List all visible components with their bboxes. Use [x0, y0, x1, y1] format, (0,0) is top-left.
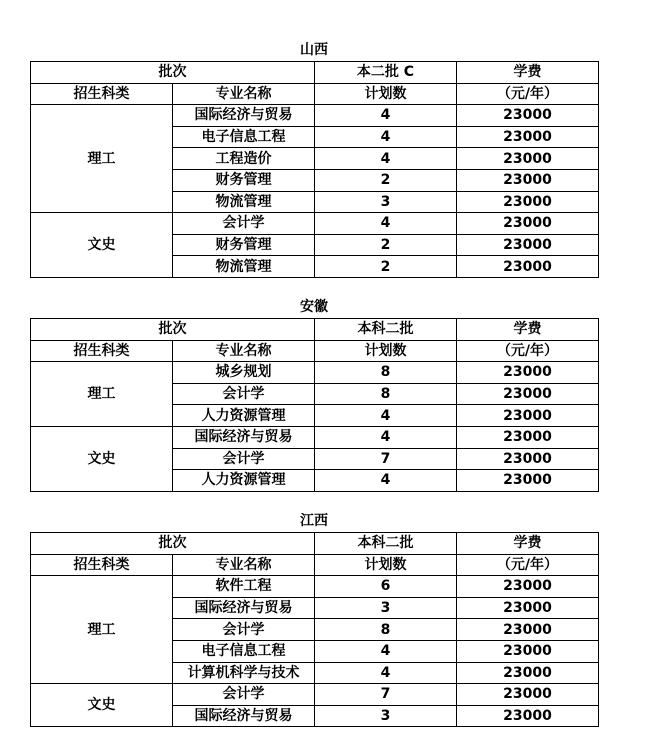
- fee-cell: 23000: [457, 448, 599, 470]
- header-fee-label: 学费: [457, 533, 599, 555]
- major-cell: 国际经济与贸易: [173, 597, 315, 619]
- enrollment-table-anhui: [30, 318, 599, 492]
- enrollment-table-jiangxi: [30, 532, 599, 727]
- fee-cell: 23000: [457, 383, 599, 405]
- fee-cell: 23000: [457, 126, 599, 148]
- subheader-major: 专业名称: [173, 554, 315, 576]
- header-batch-label: 批次: [31, 62, 315, 84]
- fee-cell: 23000: [457, 105, 599, 127]
- fee-cell: 23000: [457, 576, 599, 598]
- fee-cell: 23000: [457, 426, 599, 448]
- subheader-fee-unit: （元/年）: [457, 340, 599, 362]
- plan-count-cell: 3: [315, 597, 457, 619]
- plan-count-cell: 8: [315, 619, 457, 641]
- fee-cell: 23000: [457, 213, 599, 235]
- subheader-category: 招生科类: [31, 340, 173, 362]
- subheader-category: 招生科类: [31, 83, 173, 105]
- header-fee-label: 学费: [457, 62, 599, 84]
- plan-count-cell: 4: [315, 213, 457, 235]
- major-cell: 财务管理: [173, 169, 315, 191]
- plan-count-cell: 4: [315, 105, 457, 127]
- fee-cell: 23000: [457, 169, 599, 191]
- header-row: [31, 62, 599, 84]
- plan-count-cell: 2: [315, 256, 457, 278]
- section-title-anhui: 安徽: [300, 299, 328, 315]
- fee-cell: 23000: [457, 256, 599, 278]
- fee-cell: 23000: [457, 191, 599, 213]
- category-cell: 理工: [31, 362, 173, 427]
- table-row: [31, 684, 599, 706]
- major-cell: 工程造价: [173, 148, 315, 170]
- fee-cell: 23000: [457, 405, 599, 427]
- plan-count-cell: 7: [315, 448, 457, 470]
- subheader-plan-count: 计划数: [315, 340, 457, 362]
- plan-count-cell: 3: [315, 191, 457, 213]
- category-cell: 理工: [31, 576, 173, 684]
- major-cell: 国际经济与贸易: [173, 105, 315, 127]
- header-batch-value: 本科二批: [315, 319, 457, 341]
- subheader-major: 专业名称: [173, 83, 315, 105]
- table-row: [31, 362, 599, 384]
- major-cell: 国际经济与贸易: [173, 426, 315, 448]
- fee-cell: 23000: [457, 597, 599, 619]
- subheader-category: 招生科类: [31, 554, 173, 576]
- enrollment-table-shanxi: [30, 61, 599, 278]
- header-batch-label: 批次: [31, 533, 315, 555]
- plan-count-cell: 3: [315, 705, 457, 727]
- plan-count-cell: 6: [315, 576, 457, 598]
- major-cell: 电子信息工程: [173, 126, 315, 148]
- subheader-row: [31, 340, 599, 362]
- category-cell: 文史: [31, 213, 173, 278]
- fee-cell: 23000: [457, 148, 599, 170]
- plan-count-cell: 4: [315, 126, 457, 148]
- subheader-fee-unit: （元/年）: [457, 554, 599, 576]
- subheader-major: 专业名称: [173, 340, 315, 362]
- fee-cell: 23000: [457, 619, 599, 641]
- major-cell: 人力资源管理: [173, 470, 315, 492]
- subheader-row: [31, 83, 599, 105]
- fee-cell: 23000: [457, 662, 599, 684]
- category-cell: 文史: [31, 684, 173, 727]
- plan-count-cell: 4: [315, 405, 457, 427]
- major-cell: 城乡规划: [173, 362, 315, 384]
- major-cell: 会计学: [173, 213, 315, 235]
- plan-count-cell: 2: [315, 234, 457, 256]
- plan-count-cell: 8: [315, 362, 457, 384]
- table-row: [31, 213, 599, 235]
- section-title-shanxi: 山西: [300, 42, 328, 58]
- major-cell: 软件工程: [173, 576, 315, 598]
- subheader-plan-count: 计划数: [315, 83, 457, 105]
- major-cell: 人力资源管理: [173, 405, 315, 427]
- section-title-jiangxi: 江西: [300, 513, 328, 529]
- major-cell: 计算机科学与技术: [173, 662, 315, 684]
- plan-count-cell: 4: [315, 426, 457, 448]
- major-cell: 物流管理: [173, 191, 315, 213]
- plan-count-cell: 4: [315, 148, 457, 170]
- category-cell: 理工: [31, 105, 173, 213]
- major-cell: 会计学: [173, 448, 315, 470]
- plan-count-cell: 4: [315, 470, 457, 492]
- major-cell: 会计学: [173, 684, 315, 706]
- fee-cell: 23000: [457, 362, 599, 384]
- header-batch-label: 批次: [31, 319, 315, 341]
- plan-count-cell: 4: [315, 662, 457, 684]
- header-row: [31, 319, 599, 341]
- table-row: [31, 576, 599, 598]
- plan-count-cell: 7: [315, 684, 457, 706]
- table-row: [31, 105, 599, 127]
- major-cell: 国际经济与贸易: [173, 705, 315, 727]
- header-fee-label: 学费: [457, 319, 599, 341]
- major-cell: 财务管理: [173, 234, 315, 256]
- fee-cell: 23000: [457, 705, 599, 727]
- table-row: [31, 426, 599, 448]
- plan-count-cell: 2: [315, 169, 457, 191]
- subheader-fee-unit: （元/年）: [457, 83, 599, 105]
- subheader-plan-count: 计划数: [315, 554, 457, 576]
- plan-count-cell: 8: [315, 383, 457, 405]
- header-row: [31, 533, 599, 555]
- fee-cell: 23000: [457, 234, 599, 256]
- major-cell: 电子信息工程: [173, 640, 315, 662]
- major-cell: 物流管理: [173, 256, 315, 278]
- subheader-row: [31, 554, 599, 576]
- major-cell: 会计学: [173, 619, 315, 641]
- header-batch-value: 本科二批: [315, 533, 457, 555]
- category-cell: 文史: [31, 426, 173, 491]
- fee-cell: 23000: [457, 684, 599, 706]
- plan-count-cell: 4: [315, 640, 457, 662]
- fee-cell: 23000: [457, 640, 599, 662]
- header-batch-value: 本二批 C: [315, 62, 457, 84]
- major-cell: 会计学: [173, 383, 315, 405]
- fee-cell: 23000: [457, 470, 599, 492]
